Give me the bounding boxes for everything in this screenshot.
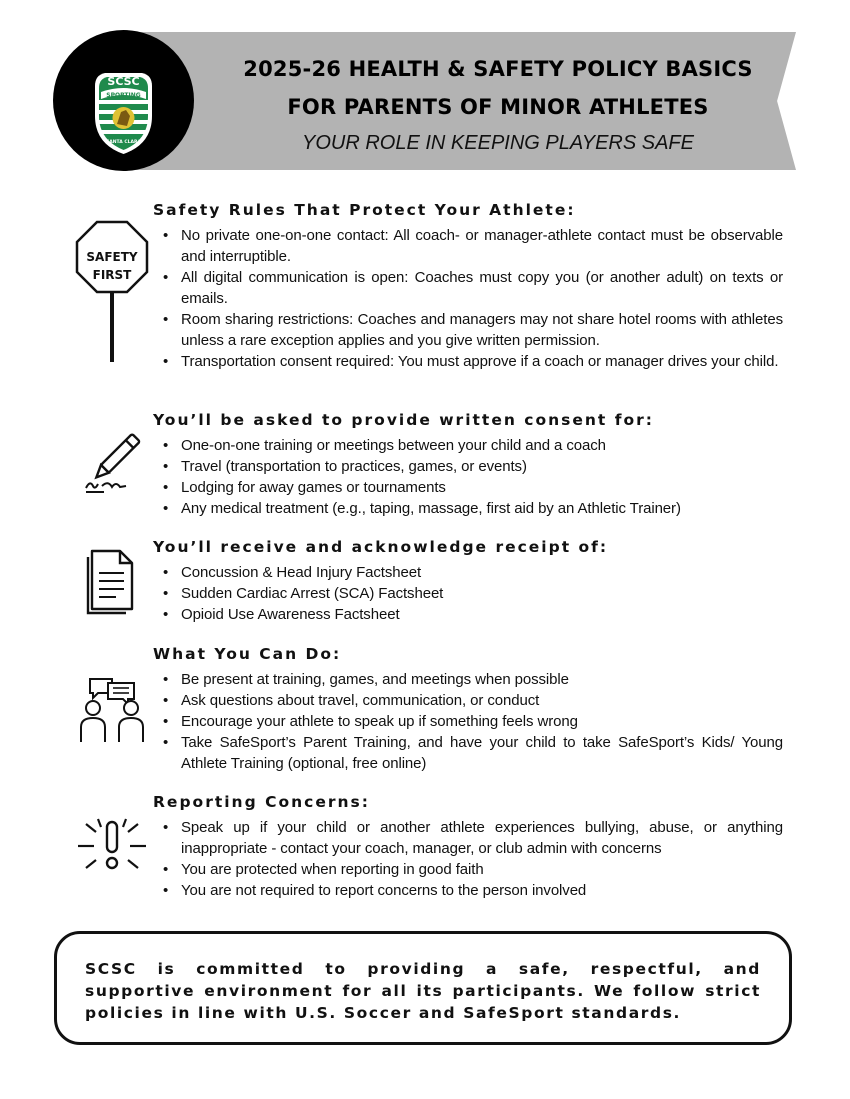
- header-subtitle: YOUR ROLE IN KEEPING PLAYERS SAFE: [302, 132, 694, 154]
- logo-bottom-text: SANTA CLARA: [106, 140, 141, 145]
- commitment-box: [54, 931, 792, 1045]
- header-title-block: [200, 50, 796, 160]
- list-item: • Concussion & Head Injury Factsheet: [153, 562, 783, 583]
- commitment-text: SCSC is committed to providing a safe, respectful, and supportive environment for all its participants. We follow strict policies in line with U.S. Soccer and SafeSport standards.: [85, 960, 761, 1022]
- section-acknowledge-receipt: [153, 538, 783, 625]
- section-heading: Safety Rules That Protect Your Athlete:: [153, 201, 576, 219]
- section-written-consent: [153, 411, 783, 519]
- list-item: • Speak up if your child or another athlete experiences bullying, abuse, or anything inappropriate - contact your coach, manager, or club admin with concerns: [153, 817, 783, 859]
- crest-icon: [53, 30, 194, 171]
- list-item: • Lodging for away games or tournaments: [153, 477, 783, 498]
- section-heading: What You Can Do:: [153, 645, 342, 663]
- logo-text: SCSC: [107, 75, 140, 88]
- safety-sign-line-1: SAFETY: [86, 250, 138, 264]
- list-item: • Transportation consent required: You must approve if a coach or manager drives your child.: [153, 351, 783, 372]
- header-title-line-1: 2025-26 HEALTH & SAFETY POLICY BASICS: [243, 57, 753, 81]
- list-item: • Be present at training, games, and meetings when possible: [153, 669, 783, 690]
- list-item: • Encourage your athlete to speak up if something feels wrong: [153, 711, 783, 732]
- safety-first-sign-icon: [75, 220, 149, 365]
- section-heading: You’ll be asked to provide written consent for:: [153, 411, 654, 429]
- list-item: • Room sharing restrictions: Coaches and managers may not share hotel rooms with athletes unless a rare exception applies and you give written permission.: [153, 309, 783, 351]
- list-item: • No private one-on-one contact: All coach- or manager-athlete contact must be observable and interruptible.: [153, 225, 783, 267]
- section-heading: You’ll receive and acknowledge receipt of:: [153, 538, 609, 556]
- section-what-you-can-do: [153, 645, 783, 774]
- list-item: • Ask questions about travel, communication, or conduct: [153, 690, 783, 711]
- list-item: • All digital communication is open: Coaches must copy you (or another adult) on texts or emails.: [153, 267, 783, 309]
- logo-ribbon-text: SPORTING: [106, 92, 141, 99]
- club-logo: [53, 30, 194, 171]
- list-item: • Take SafeSport’s Parent Training, and have your child to take SafeSport’s Kids/ Young Athlete Training (optional, free online): [153, 732, 783, 774]
- list-item: • You are protected when reporting in good faith: [153, 859, 783, 880]
- list-item: • Travel (transportation to practices, games, or events): [153, 456, 783, 477]
- list-item: • Sudden Cardiac Arrest (SCA) Factsheet: [153, 583, 783, 604]
- list-item: • You are not required to report concerns to the person involved: [153, 880, 783, 901]
- people-talking-icon: [78, 675, 146, 745]
- section-safety-rules: [153, 201, 783, 372]
- list-item: • Any medical treatment (e.g., taping, massage, first aid by an Athletic Trainer): [153, 498, 783, 519]
- list-item: • One-on-one training or meetings between your child and a coach: [153, 435, 783, 456]
- document-icon: [86, 549, 138, 615]
- exclamation-alert-icon: [76, 818, 148, 874]
- section-heading: Reporting Concerns:: [153, 793, 370, 811]
- pen-signature-icon: [82, 430, 144, 496]
- safety-sign-line-2: FIRST: [92, 268, 132, 282]
- section-reporting-concerns: [153, 793, 783, 901]
- list-item: • Opioid Use Awareness Factsheet: [153, 604, 783, 625]
- header-title-line-2: FOR PARENTS OF MINOR ATHLETES: [287, 95, 709, 119]
